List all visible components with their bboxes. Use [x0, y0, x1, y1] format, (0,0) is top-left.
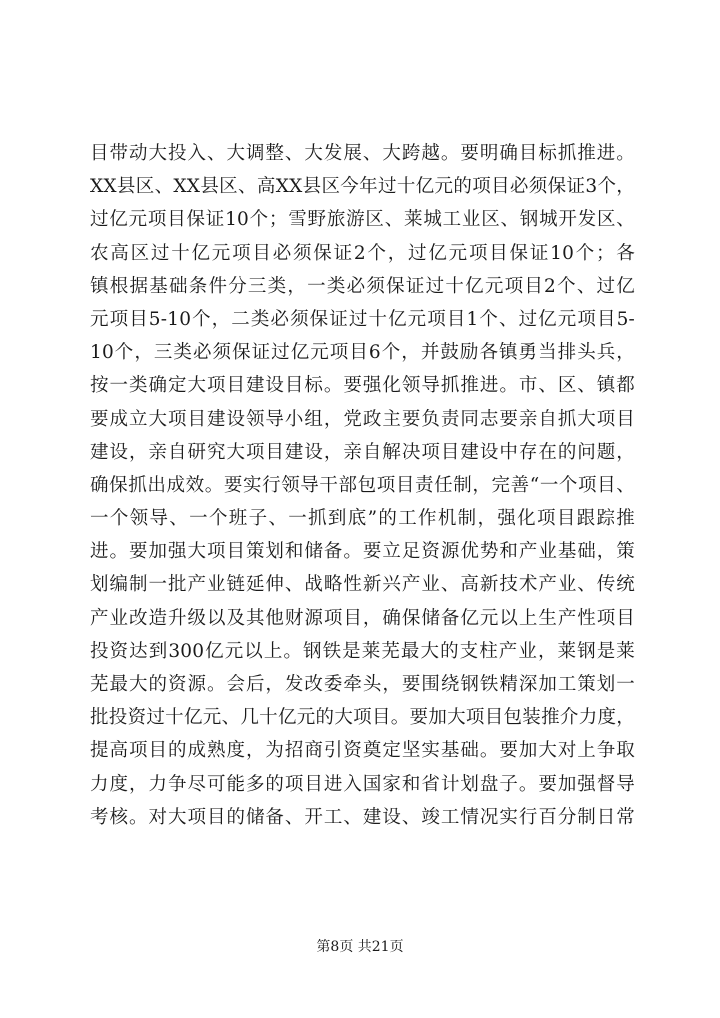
text-line: 建设，亲自研究大项目建设，亲自解决项目建设中存在的问题，: [90, 441, 635, 463]
text-line: 农高区过十亿元项目必须保证2个，过亿元项目保证10个；各: [90, 242, 635, 264]
text-line: 批投资过十亿元、几十亿元的大项目。要加大项目包装推介力度，: [90, 707, 635, 729]
text-line: 一个领导、一个班子、一抓到底”的工作机制，强化项目跟踪推: [90, 508, 635, 530]
text-line: 产业改造升级以及其他财源项目，确保储备亿元以上生产性项目: [90, 607, 635, 629]
text-line: 元项目5-10个，二类必须保证过十亿元项目1个、过亿元项目5-: [90, 308, 635, 330]
text-line: 过亿元项目保证10个；雪野旅游区、莱城工业区、钢城开发区、: [90, 209, 635, 231]
text-line: XX县区、XX县区、高XX县区今年过十亿元的项目必须保证3个，: [90, 176, 635, 198]
text-line: 镇根据基础条件分三类，一类必须保证过十亿元项目2个、过亿: [90, 275, 635, 297]
text-line: 进。要加强大项目策划和储备。要立足资源优势和产业基础，策: [90, 541, 635, 563]
text-line: 提高项目的成熟度，为招商引资奠定坚实基础。要加大对上争取: [90, 740, 635, 762]
text-line: 力度，力争尽可能多的项目进入国家和省计划盘子。要加强督导: [90, 773, 635, 795]
text-line: 按一类确定大项目建设目标。要强化领导抓推进。市、区、镇都: [90, 375, 635, 397]
text-line: 10个，三类必须保证过亿元项目6个，并鼓励各镇勇当排头兵，: [90, 342, 635, 364]
text-line: 考核。对大项目的储备、开工、建设、竣工情况实行百分制日常: [90, 806, 635, 828]
text-line: 芜最大的资源。会后，发改委牵头，要围绕钢铁精深加工策划一: [90, 674, 635, 695]
text-line: 投资达到300亿元以上。钢铁是莱芜最大的支柱产业，莱钢是莱: [90, 640, 635, 662]
text-line: 确保抓出成效。要实行领导干部包项目责任制，完善“一个项目、: [90, 474, 635, 496]
text-line: 要成立大项目建设领导小组，党政主要负责同志要亲自抓大项目: [90, 408, 635, 430]
page-number-footer: 第8页 共21页: [316, 939, 404, 955]
text-line: 划编制一批产业链延伸、战略性新兴产业、高新技术产业、传统: [90, 574, 635, 596]
body-text: [90, 137, 635, 834]
text-line: 目带动大投入、大调整、大发展、大跨越。要明确目标抓推进。: [90, 143, 635, 164]
